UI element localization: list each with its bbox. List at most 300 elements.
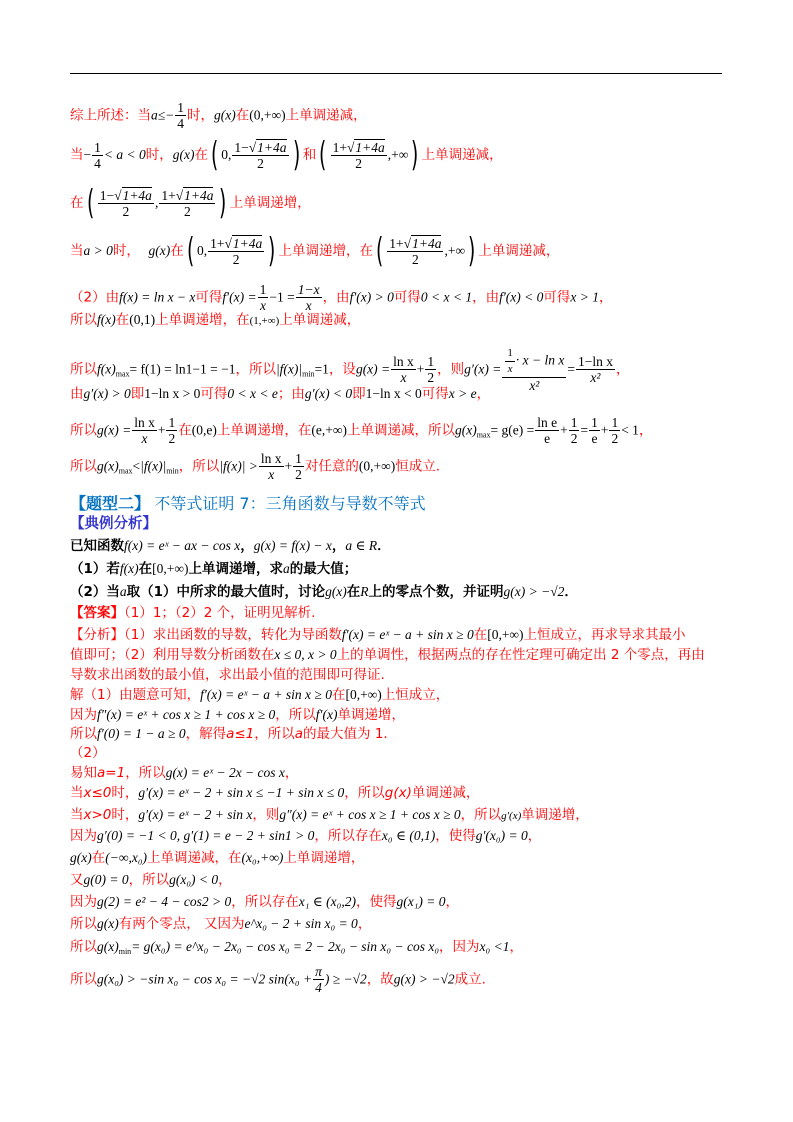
math: x ≤ 0, x > 0 <box>274 647 337 662</box>
text: 上单调递减， <box>279 312 361 328</box>
math: 1−ln x > 0 <box>144 386 201 401</box>
text: 即 <box>130 386 145 402</box>
math: |f(x)| <box>140 458 167 474</box>
answer-label: 【答案】 <box>70 605 124 621</box>
numerator: 1+√1+4a <box>332 139 385 155</box>
solution-line-5 <box>70 764 298 782</box>
text: 在 <box>138 561 153 577</box>
section-title <box>70 495 426 514</box>
fraction <box>175 100 186 131</box>
math: g(x) <box>454 422 477 438</box>
text: ，所以 <box>275 707 316 723</box>
text: ，故 <box>366 971 394 988</box>
text: 可得 <box>200 386 228 402</box>
math: + <box>560 422 568 438</box>
math: 1+ <box>389 235 404 251</box>
text: 当 <box>70 785 84 801</box>
text: 有两个零点， 又因为 <box>118 916 245 932</box>
text: 当 <box>70 147 84 163</box>
math: a=1 <box>97 765 126 781</box>
text: ，所以存在 <box>314 828 382 844</box>
fraction <box>535 415 559 446</box>
text: 上单调递增，在 <box>155 312 250 328</box>
fraction <box>258 282 269 313</box>
numerator: 1−√1+4a <box>234 139 287 155</box>
fraction <box>505 346 515 377</box>
numerator: 1 <box>591 415 598 430</box>
radicand: 1+4a <box>122 187 152 203</box>
analysis-line-3 <box>70 666 385 684</box>
math: < a < 0 <box>103 147 146 162</box>
math: f′(x) = eˣ − a + sin x ≥ 0 <box>341 627 474 642</box>
math: g(x) = <box>97 422 132 438</box>
solution-line-7 <box>70 806 589 825</box>
text: 上单调递减， <box>421 147 503 163</box>
numerator: ln x <box>393 354 414 369</box>
math: (x₀,+∞) <box>241 850 284 865</box>
text: 在 <box>170 243 184 259</box>
math: (0,e) <box>191 422 217 438</box>
text: ， <box>331 538 346 554</box>
radicand: 1+4a <box>412 235 442 251</box>
text: 恒成立. <box>395 458 441 475</box>
fraction <box>502 346 566 393</box>
fraction <box>132 415 157 446</box>
math: = g(x₀) = e^x₀ − 2x₀ − cos x₀ = 2 − 2x₀ − sin x₀ − cos x₀ <box>131 939 440 954</box>
text: 成立. <box>454 971 486 988</box>
math: g(x) <box>172 147 195 162</box>
text: 可得 <box>421 386 449 402</box>
text: 值即可；（2）利用导数分析函数在 <box>70 647 275 663</box>
text: 已知函数 <box>70 538 124 554</box>
math: 1+ <box>161 187 176 203</box>
math: f(x) <box>119 561 139 576</box>
text: ，则 <box>252 807 280 823</box>
math: 1+ <box>210 235 225 251</box>
conclusion-line-2 <box>70 135 503 175</box>
denominator: 2 <box>412 251 419 267</box>
text: 所以 <box>70 726 97 742</box>
fraction <box>609 415 620 446</box>
text: 在 <box>473 627 488 643</box>
text: 解（1）由题意可知， <box>70 687 201 703</box>
denominator: 4 <box>315 980 322 995</box>
denominator: 4 <box>177 116 185 131</box>
text: （1）若 <box>70 561 120 577</box>
problem-stem <box>70 537 391 555</box>
math: + <box>416 361 425 377</box>
fraction <box>92 140 103 171</box>
denominator: 2 <box>295 467 302 482</box>
math: |f(x)| <box>275 361 303 377</box>
text: ， <box>527 828 542 844</box>
math: g(x₀) > −sin x₀ − cos x₀ = −√2 sin(x₀ + <box>97 971 313 987</box>
math: a <box>119 584 127 599</box>
numerator: 1 <box>505 346 515 362</box>
text: （2）当 <box>70 584 120 600</box>
subscript: min <box>118 947 132 956</box>
math: f″(x) = eˣ + cos x ≥ 1 + cos x ≥ 0 <box>97 707 276 722</box>
math: g′(x) <box>501 810 522 822</box>
text: ，设 <box>328 361 356 378</box>
text: ，使得 <box>355 894 397 910</box>
text: 即 <box>352 386 366 402</box>
numerator: 1−ln x <box>577 354 613 369</box>
text: 可得 <box>543 289 571 306</box>
math: 1− <box>234 139 249 155</box>
math: g(x) <box>384 785 412 801</box>
numerator: 1−√1+4a <box>99 187 152 203</box>
math: (0,1) <box>129 312 156 327</box>
text: 在 <box>346 584 361 600</box>
math: [0,+∞) <box>152 561 189 576</box>
text: ，由 <box>322 289 350 306</box>
text: 上单调递增，在 <box>216 422 312 439</box>
numerator: 1 <box>427 354 435 369</box>
text: ， <box>638 422 653 439</box>
text: 所以 <box>70 422 97 439</box>
text: 取（1）中所求的最大值时，讨论 <box>126 584 326 600</box>
math: f(x) <box>97 312 116 327</box>
section-label: 【题型二】 <box>70 494 151 513</box>
text: 因为 <box>70 828 97 844</box>
text: 单调递减， <box>411 785 480 801</box>
math: g(x) > −√2 <box>503 584 565 599</box>
math: f′(x) = eˣ − a + sin x ≥ 0 <box>200 687 332 702</box>
solution-line-14 <box>70 964 486 995</box>
math: 0, <box>196 243 208 258</box>
solution-line-11 <box>70 893 459 911</box>
denominator: 2 <box>232 251 240 267</box>
math: g(x) <box>97 916 119 931</box>
fraction <box>208 236 264 267</box>
text: ， <box>598 289 613 306</box>
numerator: 1 <box>177 100 185 115</box>
text: 上单调递增，在 <box>278 243 374 259</box>
header-rule <box>70 73 722 74</box>
math: + <box>157 422 166 438</box>
text: ，所以 <box>460 807 502 823</box>
fraction <box>569 415 580 446</box>
math: = <box>567 361 575 377</box>
text: ， <box>445 894 459 910</box>
part2-line-6 <box>70 451 440 482</box>
text: 上恒成立， <box>381 687 450 703</box>
math: ) ≥ −√2 <box>324 971 367 987</box>
text: 所以 <box>70 458 97 475</box>
example-analysis-label: 【典例分析】 <box>70 516 157 532</box>
math: < 1 <box>621 422 639 438</box>
text: 可得 <box>393 289 421 306</box>
denominator: 2 <box>184 203 191 219</box>
text: 上单调递增，求 <box>188 561 283 577</box>
text: 对任意的 <box>304 458 359 475</box>
solution-line-13 <box>70 938 523 961</box>
right-paren: ) <box>292 135 300 175</box>
text: ， <box>240 538 254 554</box>
text: 时， <box>112 243 140 259</box>
numerator: 1 <box>570 415 578 430</box>
math: g″(x) = eˣ + cos x ≥ 1 + cos x ≥ 0 <box>279 807 461 822</box>
text: 时， <box>111 807 139 823</box>
text: ，因为 <box>439 939 480 955</box>
math: 0, <box>221 147 232 162</box>
numerator: 1 <box>259 282 267 297</box>
text: 在 <box>194 147 208 163</box>
math: g′(x) > 0 <box>83 386 131 401</box>
math: g(x) <box>70 850 92 865</box>
math: (0,+∞) <box>358 458 396 474</box>
denominator: x <box>268 467 275 482</box>
math: x > e <box>448 386 477 401</box>
text: 上单调递减，所以 <box>346 422 455 439</box>
math: |f(x)| > <box>219 458 258 474</box>
text: 导数求出函数的最小值，求出最小值的范围即可得证. <box>70 667 385 683</box>
math: g′(x) < 0 <box>304 386 353 401</box>
part2-line-2 <box>70 311 360 330</box>
part2-line-4 <box>70 385 490 403</box>
text: 当 <box>70 243 84 259</box>
subscript: min <box>302 369 315 379</box>
math: x₀ ∈ (0,1) <box>381 828 436 843</box>
text: ， <box>509 939 523 955</box>
denominator: e <box>591 431 598 446</box>
numerator: 1 <box>94 139 101 155</box>
text: ， <box>218 872 232 888</box>
numerator: 1+√1+4a <box>161 187 214 203</box>
solution-line-10 <box>70 871 232 889</box>
right-paren: ) <box>268 231 276 271</box>
denominator: 2 <box>570 431 578 446</box>
left-paren: ( <box>376 231 384 271</box>
text: 时， <box>111 785 139 801</box>
numerator: 1 <box>168 415 176 430</box>
solution-line-1 <box>70 686 449 704</box>
math: 1−ln x < 0 <box>365 386 422 401</box>
math: f′(x) <box>315 707 338 722</box>
text: 因为 <box>70 894 97 910</box>
text: 所以 <box>70 361 97 378</box>
math: [0,+∞) <box>487 627 524 642</box>
text: ，所以 <box>128 872 170 888</box>
text: ，所以 <box>235 361 276 378</box>
solution-line-4 <box>70 744 106 762</box>
text: 由 <box>70 386 84 402</box>
math: g′(x₀) = 0 <box>475 828 528 843</box>
right-paren: ) <box>468 231 476 271</box>
text: ． <box>564 584 578 600</box>
text: 上的零点个数，并证明 <box>368 584 504 600</box>
math: 1+ <box>332 139 347 155</box>
denominator: 2 <box>355 155 363 171</box>
denominator: 2 <box>611 431 619 446</box>
solution-line-9 <box>70 849 364 867</box>
fraction <box>589 415 600 446</box>
text: ，所以 <box>344 785 385 801</box>
answer-text: （1）1；（2）2 个，证明见解析. <box>124 605 316 621</box>
math: 0 < x < 1 <box>420 289 473 305</box>
text: 上的单调性，根据两点的存在性定理可确定出 2 个零点，再由 <box>336 647 705 663</box>
text: 所以 <box>70 939 97 955</box>
text: 上单调递增， <box>229 195 311 211</box>
denominator: x <box>400 370 407 385</box>
text: 在 <box>70 195 84 211</box>
math: g(x₁) = 0 <box>396 894 446 909</box>
subscript: max <box>476 430 491 440</box>
part2-line-5 <box>70 415 652 446</box>
math: x>0 <box>83 807 112 823</box>
denominator: e <box>544 431 551 446</box>
math: + <box>284 458 293 474</box>
text: ，由 <box>472 289 500 306</box>
text: 的最大值； <box>289 561 358 577</box>
fraction <box>159 188 215 219</box>
fraction <box>232 140 288 171</box>
math: < <box>132 458 141 474</box>
math: = f(1) = ln1−1 = −1 <box>129 361 236 377</box>
fraction <box>98 188 154 219</box>
math: g(x) <box>214 107 236 123</box>
numerator: ln x <box>134 415 155 430</box>
text: ， <box>357 916 372 932</box>
text: ， <box>284 765 299 781</box>
fraction <box>166 415 177 446</box>
numerator: π <box>315 964 322 979</box>
math: x > 1 <box>570 289 599 305</box>
answer-line <box>70 604 315 622</box>
math: f(x) = eˣ − ax − cos x <box>124 538 241 553</box>
text: 综上所述：当 <box>70 107 151 124</box>
math: 1− <box>99 187 115 203</box>
solution-line-12 <box>70 915 371 933</box>
math: a≤1 <box>226 726 255 742</box>
math: g′(x) = eˣ − 2 + sin x <box>138 807 253 822</box>
denominator: 2 <box>257 155 264 171</box>
denominator: x <box>141 431 148 446</box>
denominator: x² <box>529 378 540 393</box>
left-paren: ( <box>86 183 94 223</box>
denominator: x <box>259 298 266 313</box>
numerator: 1 <box>295 451 302 466</box>
text: 在 <box>178 422 192 439</box>
analysis-line-2 <box>70 646 705 664</box>
math: a <box>283 561 290 576</box>
numerator: 1−x <box>297 282 320 297</box>
text: （1）求出函数的导数，转化为导函数 <box>124 627 342 643</box>
text: 在 <box>91 850 106 866</box>
problem-q1 <box>70 560 357 578</box>
conclusion-line-1 <box>70 100 367 131</box>
math: = g(e) = <box>490 422 535 438</box>
math: − <box>83 147 92 162</box>
text: 上单调递减， <box>285 107 367 124</box>
math: x₀ <1 <box>479 939 510 954</box>
text: 在 <box>331 687 346 703</box>
subscript: max <box>118 466 133 476</box>
fraction <box>387 236 443 267</box>
section-title-text: 不等式证明 7：三角函数与导数不等式 <box>154 494 426 513</box>
text: 在 <box>235 107 250 124</box>
solution-line-3 <box>70 725 388 743</box>
numerator: ln e <box>537 415 558 430</box>
math: a ∈ R <box>345 538 378 553</box>
math: ,+∞ <box>444 243 466 258</box>
math: f(x) <box>97 361 116 377</box>
text: 因为 <box>70 707 97 723</box>
analysis-label: 【分析】 <box>70 627 124 643</box>
numerator <box>502 346 566 378</box>
fraction <box>313 964 324 995</box>
math: g(x) <box>97 458 119 474</box>
text: 所以 <box>70 916 97 932</box>
text: 所以 <box>70 971 97 988</box>
math: (e,+∞) <box>311 422 347 438</box>
text: 的最大值为 1. <box>303 726 388 742</box>
math: g′(x) = <box>464 361 502 377</box>
left-paren: ( <box>186 231 194 271</box>
left-paren: ( <box>210 135 219 175</box>
text: ． <box>377 538 391 554</box>
left-paren: ( <box>319 135 327 175</box>
math: g′(0) = −1 < 0, g′(1) = e − 2 + sin1 > 0 <box>97 828 315 843</box>
text: ，使得 <box>435 828 476 844</box>
numerator: ln x <box>260 451 282 466</box>
text: 易知 <box>70 765 97 781</box>
text: ；由 <box>277 386 305 402</box>
math: g(x) = <box>355 361 391 377</box>
math: g(x₀) < 0 <box>169 872 219 887</box>
text: 和 <box>302 147 317 163</box>
fraction <box>293 451 304 482</box>
conclusion-line-3: 在( $\frac{1-√1+4a}{2}$ , $\frac{1+√1+4a}{2}$ ) 上单调递增， <box>70 183 311 223</box>
math: g′(x) = eˣ − 2 + sin x ≤ −1 + sin x ≤ 0 <box>138 785 345 800</box>
text: 上单调递减，在 <box>147 850 242 866</box>
math: (1,+∞) <box>249 315 280 327</box>
right-paren: ) <box>411 135 419 175</box>
denominator: 4 <box>94 155 101 171</box>
math: x₁ ∈ (x₀,2) <box>298 894 356 909</box>
subscript: max <box>115 369 130 379</box>
text: 可得 <box>195 289 223 306</box>
math: [0,+∞) <box>345 687 382 702</box>
text: 时， <box>187 107 215 124</box>
math: f′(x) = <box>222 289 257 305</box>
math: g(x) = eˣ − 2x − cos x <box>165 765 285 780</box>
fraction <box>296 282 322 313</box>
text: 上单调递减， <box>478 243 560 259</box>
text: （2） <box>70 745 106 761</box>
solution-line-2 <box>70 706 405 724</box>
example-label <box>70 515 157 533</box>
math: g(x) <box>148 243 171 258</box>
solution-line-8 <box>70 827 541 845</box>
solution-line-6 <box>70 784 479 802</box>
text: 单调递增， <box>337 707 405 723</box>
math: g(2) = e² − 4 − cos2 > 0 <box>97 894 232 909</box>
math: g(x) <box>325 584 347 599</box>
text: ，所以 <box>178 458 220 475</box>
analysis-line-1 <box>70 626 686 644</box>
text: 当 <box>70 807 84 823</box>
math: e^x₀ − 2 + sin x₀ = 0 <box>244 916 358 931</box>
fraction <box>331 140 387 171</box>
subscript: min <box>166 466 179 476</box>
radicand: 1+4a <box>257 139 287 155</box>
fraction <box>576 354 615 385</box>
math: a > 0 <box>83 243 113 258</box>
math: ,+∞ <box>387 147 409 162</box>
text: 又 <box>70 872 84 888</box>
